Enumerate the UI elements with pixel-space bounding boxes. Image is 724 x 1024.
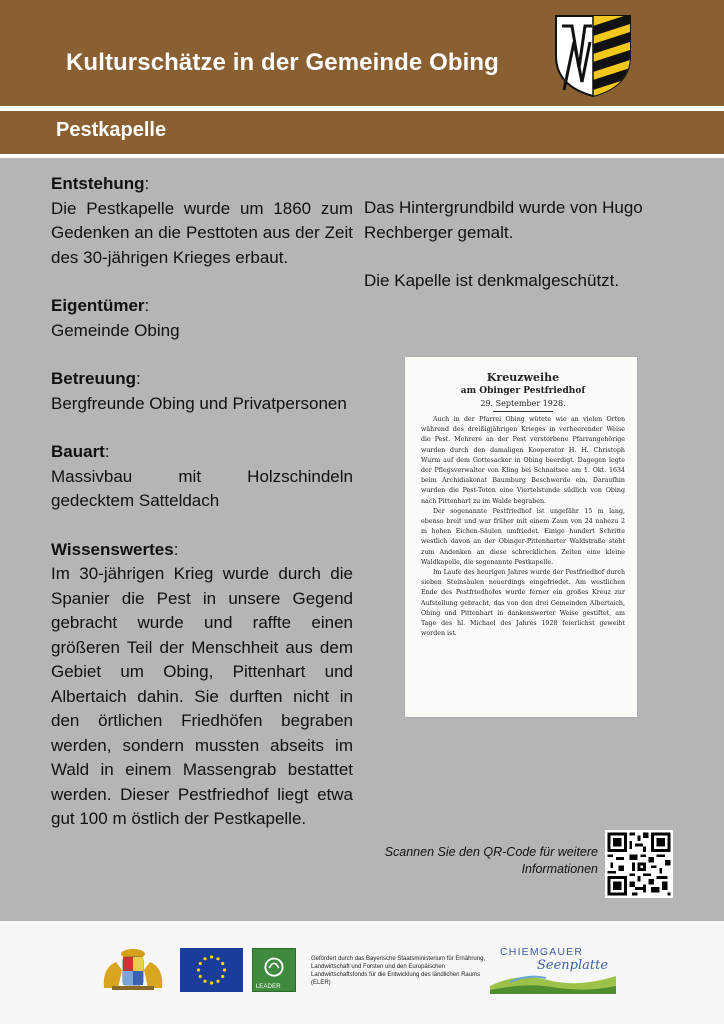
clipping-paragraph: Der sogenannte Pestfriedhof ist ungefähr 15 m lang, ebenso breit und war früher mit einem Zaun von 24 nahezu 2 m hohen Eichen-Säulen umfriedet. Einige hundert Schritte westlich davon an der Obinger-Pittenharter Waldstraße steht zum Andenken an diese schrecklichen Zeiten eine kleine Waldkapelle, die sogenannte Pestkapelle. [421, 507, 625, 566]
page-title: Kulturschätze in der Gemeinde Obing [66, 49, 499, 76]
bavaria-coat-of-arms-icon [98, 948, 168, 992]
chiemgauer-label: CHIEMGAUER [500, 946, 584, 958]
seenplatte-label: Seenplatte [537, 958, 609, 973]
betreuung-block: Betreuung: Bergfreunde Obing und Privatpersonen [51, 367, 353, 416]
betreuung-text: Bergfreunde Obing und Privatpersonen [51, 393, 347, 413]
clipping-title: Kreuzweihe [486, 371, 560, 384]
betreuung-heading: Betreuung [51, 369, 136, 388]
clipping-body [421, 415, 625, 639]
entstehung-text: Die Pestkapelle wurde um 1860 zum Gedenken an die Pesttoten aus der Zeit des 30-jährigen Krieges erbaut. [51, 198, 353, 267]
section-title: Pestkapelle [56, 119, 167, 141]
wissenswertes-block: Wissenswertes: Im 30-jährigen Krieg wurde durch die Spanier die Pest in unsere Gegend gebracht wurde und raffte einen größeren Teil der Menschheit aus dem Gebiet um Obing, Pittenhart und Albertaich dahin. Sie durften nicht in den örtlichen Friedhöfen begraben werden, sondern mussten abseits im Wald in einem Massengrab bestattet werden. Dieser Pestfriedhof liegt etwa gut 100 m östlich der Pestkapelle. [51, 538, 353, 832]
entstehung-block: Entstehung: Die Pestkapelle wurde um 1860 zum Gedenken an die Pesttoten aus der Zeit des 30-jährigen Krieges erbaut. [51, 172, 353, 270]
monument-note: Die Kapelle ist denkmalgeschützt. [364, 271, 620, 290]
leader-logo-icon [252, 948, 296, 992]
wissenswertes-heading: Wissenswertes [51, 539, 174, 559]
divider [493, 411, 553, 412]
newspaper-clipping [405, 357, 637, 717]
qr-code-icon[interactable] [605, 830, 673, 898]
eigentuemer-heading: Eigentümer [51, 296, 145, 315]
painting-note: Das Hintergrundbild wurde von Hugo Rechberger gemalt. [364, 198, 643, 242]
clipping-date: 29. September 1928. [480, 399, 566, 408]
bauart-heading: Bauart [51, 442, 105, 461]
entstehung-heading: Entstehung [51, 174, 145, 193]
funding-notice: Gefördert durch das Bayerische Staatsministerium für Ernährung, Landwirtschaft und Forsten und den Europäischen Landwirtschaftsfonds für die Entwicklung des ländlichen Raums (ELER) [311, 956, 486, 986]
clipping-paragraph: Im Laufe des heurigen Jahres wurde der Pestfriedhof durch sieben Steinsäulen neuerdings eingefriedet. Am westlichen Ende des Pestfriedhofes wurde ferner ein großes Kreuz zur Aufstellung gebracht, das von den drei Gemeinden Albertaich, Obing und Pittenhart in dankenswerter Weise gestiftet, am Tage des hl. Michael des Jahres 1928 feierlichst geweiht worden ist. [421, 569, 625, 638]
divider [0, 154, 724, 158]
qr-caption: Scannen Sie den QR-Code für weitere Informationen [384, 845, 598, 876]
clipping-paragraph: Auch in der Pfarrei Obing wütete wie an vielen Orten während des dreißigjährigen Krieges in verheerender Weise die Pest. Mehrere an der Pest verstorbene Pfarrangehörige wurden durch den damaligen Kooperator H. H. Christoph Wurm auf dem Gottesacker in Obing beerdigt. Dagegen legte der Pflegsverwalter von Kling bei Schnaitsee am 1. Okt. 1634 beim Archidiakonat Baumburg Beschwerde ein. Daraufhin wurden die Pest-Toten eine Viertelstunde südlich von Obing nach Pittenhart zu im Walde begraben. [421, 416, 625, 505]
clipping-subtitle: am Obinger Pestfriedhof [460, 386, 586, 396]
info-column-right [364, 196, 684, 318]
leader-label: LEADER [255, 983, 281, 991]
eigentuemer-text: Gemeinde Obing [51, 320, 180, 340]
bauart-text: Massivbau mit Holzschindeln gedecktem Satteldach [51, 466, 353, 510]
bauart-block: Bauart: Massivbau mit Holzschindeln gedecktem Satteldach [51, 440, 353, 514]
eu-flag-icon [180, 948, 243, 992]
eigentuemer-block: Eigentümer: Gemeinde Obing [51, 294, 353, 343]
wissenswertes-text: Im 30-jährigen Krieg wurde durch die Spanier die Pest in unsere Gegend gebracht wurde und raffte einen größeren Teil der Menschheit aus dem Gebiet um Obing, Pittenhart und Albertaich dahin. Sie durften nicht in den örtlichen Friedhöfen begraben werden, sondern mussten abseits im Wald in einem Massengrab bestattet werden. Dieser Pestfriedhof liegt etwa gut 100 m östlich der Pestkapelle. [51, 564, 353, 828]
coat-of-arms-icon [552, 12, 634, 98]
info-column-left [51, 172, 353, 856]
